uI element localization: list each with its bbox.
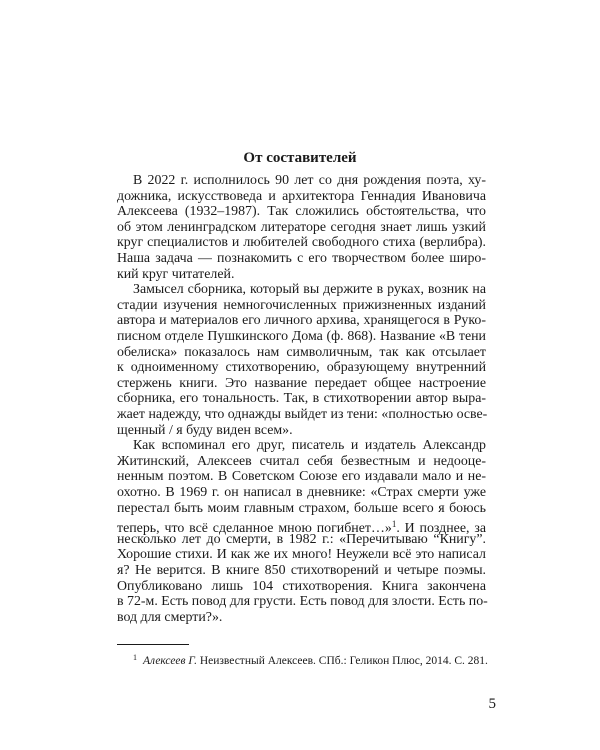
text-line: Хорошие стихи. И как же их много! Неужели всё это написал — [117, 547, 486, 563]
page-number: 5 — [488, 696, 496, 712]
footnote-author: Алексеев Г. — [143, 655, 197, 667]
text-line: писном отделе Пушкинского Дома (ф. 868). Название «В тени — [117, 329, 486, 344]
text-line: я? Не верится. В книге 850 стихотворений и четыре поэмы. — [117, 563, 486, 578]
text-line: охотно. В 1969 г. он написал в дневнике: «Страх смерти уже — [117, 485, 486, 500]
text-line: ненным поэтом. В Советском Союзе его издавали мало и не- — [117, 469, 486, 485]
text-line: в 72-м. Есть повод для грусти. Есть повод для злости. Есть по- — [117, 594, 488, 610]
text-line: стадии изучения немногочисленных прижизненных изданий — [117, 297, 486, 313]
text-line: Житинский, Алексеев считал себя безвестным и недооце- — [117, 453, 486, 469]
footnote — [133, 650, 493, 669]
text-fragment: . И позднее, за — [396, 521, 486, 537]
text-line: об этом ленинградском литераторе сегодня знает лишь узкий — [117, 219, 486, 235]
text-line: дожника, искусствоведа и архитектора Геннадия Ивановича — [117, 188, 486, 204]
footnote-text: Неизвестный Алексеев. СПб.: Геликон Плюс, 2014. С. 281. — [196, 655, 488, 667]
text-line: вод для смерти?». — [117, 609, 223, 625]
text-line: Алексеева (1932–1987). Так сложились обстоятельства, что — [117, 204, 486, 220]
text-line: стержень книги. Это название передает общее настроение — [117, 375, 486, 391]
footnote-rule — [117, 644, 189, 645]
section-heading: От составителей — [243, 150, 357, 166]
text-line: жает надежду, что однажды выйдет из тени: «полностью осве- — [117, 407, 488, 422]
text-line: автора и материалов его личного архива, хранящегося в Руко- — [117, 313, 486, 329]
text-line: сборника, его тональность. Так, в стихотворении автор выра- — [117, 391, 486, 407]
text-line: Опубликовано лишь 104 стихотворения. Книга закончена — [117, 578, 486, 594]
text-line: круг специалистов и любителей свободного стиха (верлибра). — [117, 235, 486, 251]
text-line: Как вспоминал его друг, писатель и издатель Александр — [133, 438, 486, 454]
text-line: перестал быть моим главным страхом, больше всего я боюсь — [117, 500, 486, 516]
text-fragment: теперь, что всё сделанное мною погибнет…» — [117, 521, 392, 537]
text-line: Наша задача — познакомить с его творчеством более широ- — [117, 251, 486, 266]
footnote-reference[interactable]: 1 — [391, 519, 397, 530]
text-line: Замысел сборника, который вы держите в руках, возник на — [133, 282, 486, 298]
text-line: несколько лет до смерти, в 1982 г.: «Перечитываю “Книгу”. — [117, 531, 486, 547]
text-line: обелиска» показалось нам символичным, так как отсылает — [117, 344, 486, 360]
text-line: кий круг читателей. — [117, 266, 235, 282]
text-line: В 2022 г. исполнилось 90 лет со дня рождения поэта, ху- — [133, 173, 486, 188]
footnote-number: 1 — [133, 653, 137, 662]
text-line: к одноименному стихотворению, образующему внутренний — [117, 360, 486, 376]
text-line: щенный / я буду виден всем». — [117, 422, 293, 438]
